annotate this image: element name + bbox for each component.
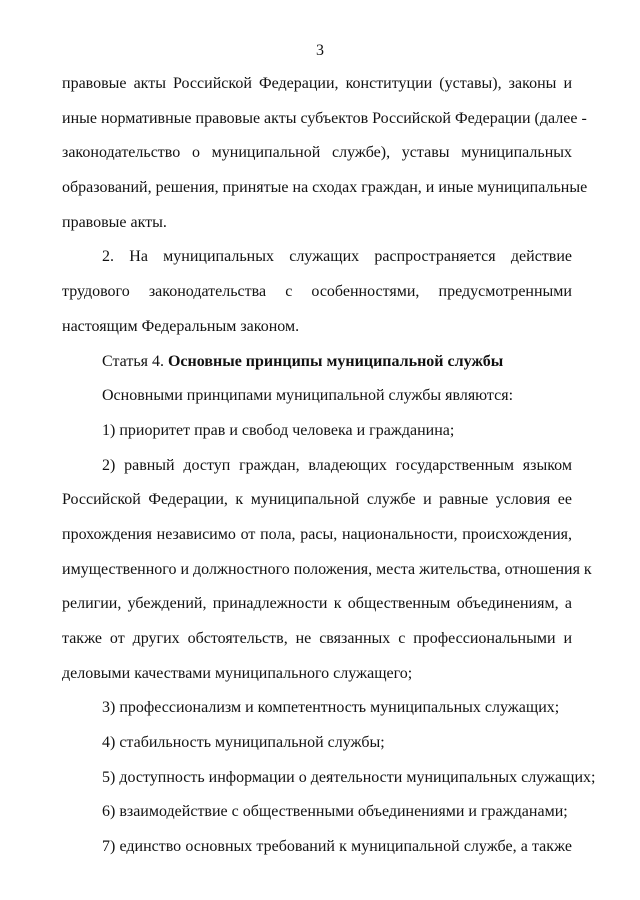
text-line: иные нормативные правовые акты субъектов Российской Федерации (далее - (62, 109, 587, 127)
text-line: законодательство о муниципальной службе), уставы муниципальных (62, 144, 572, 162)
text-line: также от других обстоятельств, не связанных с профессиональными и (62, 630, 572, 647)
text-line: 4) стабильность муниципальной службы; (102, 734, 385, 752)
text-line: трудового законодательства с особенностями, предусмотренными (62, 283, 572, 301)
text-line: 3) профессионализм и компетентность муниципальных служащих; (102, 699, 560, 717)
text-line: правовые акты. (62, 213, 167, 231)
text-line: Основными принципами муниципальной службы являются: (102, 387, 514, 405)
text-line: деловыми качествами муниципального служащего; (62, 664, 413, 682)
text-line: 2. На муниципальных служащих распространяется действие (102, 248, 572, 266)
article-title: Основные принципы муниципальной службы (167, 352, 504, 370)
page-number: 3 (316, 42, 324, 59)
text-line: религии, убеждений, принадлежности к общественным объединениям, а (62, 595, 572, 613)
text-line: прохождения независимо от пола, расы, национальности, происхождения, (62, 525, 572, 543)
text-line: образований, решения, принятые на сходах граждан, и иные муниципальные (62, 179, 588, 197)
article-heading (62, 345, 572, 380)
text-line: правовые акты Российской Федерации, конституции (уставы), законы и (62, 75, 572, 92)
text-line: 5) доступность информации о деятельности муниципальных служащих; (102, 768, 596, 786)
text-line: 2) равный доступ граждан, владеющих государственным языком (102, 456, 572, 474)
text-line: 6) взаимодействие с общественными объединениями и гражданами; (102, 803, 568, 821)
text-line: Российской Федерации, к муниципальной службе и равные условия ее (62, 491, 572, 509)
text-line: 7) единство основных требований к муниципальной службе, а также (102, 838, 572, 856)
text-line: 1) приоритет прав и свобод человека и гражданина; (102, 421, 455, 439)
text-line: имущественного и должностного положения, места жительства, отношения к (62, 560, 592, 578)
text-line: настоящим Федеральным законом. (62, 317, 300, 335)
article-number: Статья 4. (102, 352, 168, 370)
document-body (62, 67, 596, 865)
